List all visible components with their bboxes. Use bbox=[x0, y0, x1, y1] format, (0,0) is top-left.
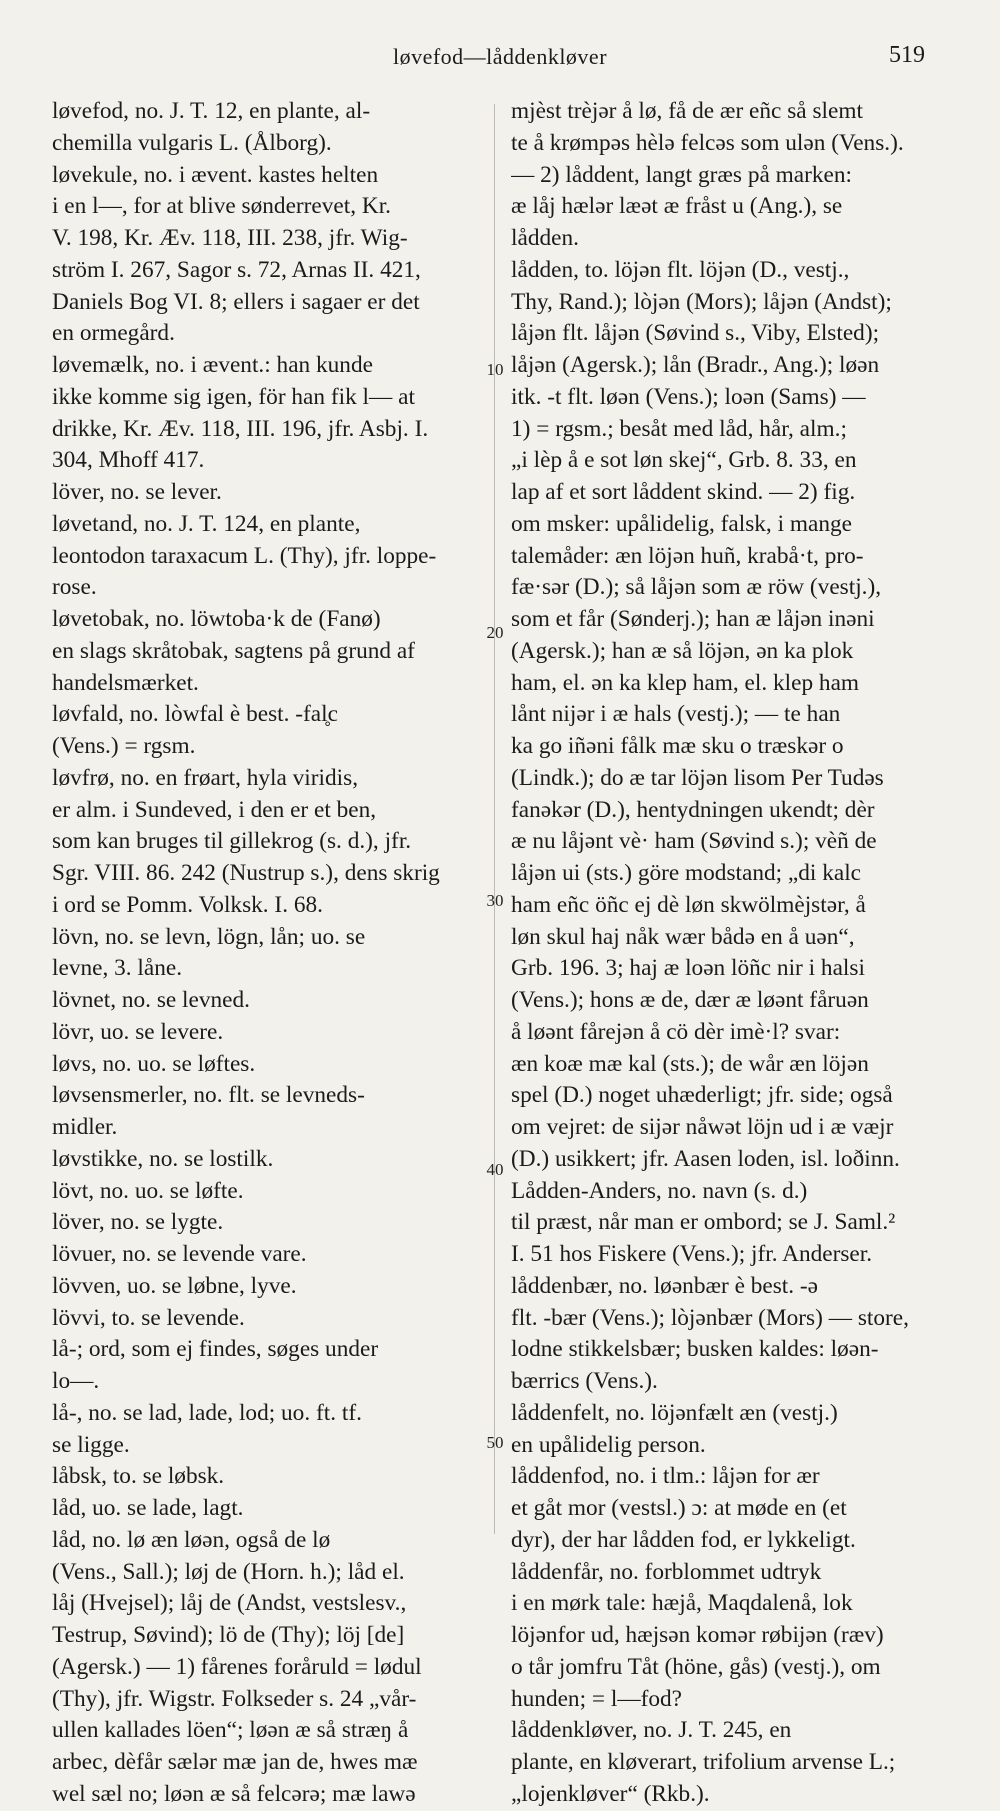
text-line: Lådden-Anders, no. navn (s. d.) bbox=[511, 1177, 808, 1204]
text-line: handelsmærket. bbox=[52, 669, 199, 696]
text-line: wel sæl no; løən æ så felcərə; mæ lawə bbox=[52, 1780, 416, 1807]
text-line: 304, Mhoff 417. bbox=[52, 447, 205, 474]
text-line: en ormegård. bbox=[52, 320, 175, 347]
text-line: mjèst trèjər å lø, få de ær eñc så slemt bbox=[511, 98, 863, 124]
text-line: låd, uo. se lade, lagt. bbox=[52, 1495, 244, 1521]
text-line: drikke, Kr. Æv. 118, III. 196, jfr. Asbj. I. bbox=[52, 415, 429, 442]
text-line: lap af et sort låddent skind. — 2) fig. bbox=[511, 479, 856, 505]
text-line: låjən flt. låjən (Søvind s., Viby, Elsted); bbox=[511, 320, 880, 347]
text-line: (Vens., Sall.); løj de (Horn. h.); låd el. bbox=[52, 1558, 405, 1585]
text-line: lo—. bbox=[52, 1368, 100, 1394]
text-line: løvfald, no. lòwfal è best. -fal̥c bbox=[52, 701, 338, 728]
text-line: se ligge. bbox=[52, 1431, 130, 1458]
text-line: ikke komme sig igen, för han fik l— at bbox=[52, 383, 415, 410]
text-line: rose. bbox=[52, 574, 97, 601]
text-line: te å krømpəs hèlə felcəs som ulən (Vens.). bbox=[511, 129, 904, 156]
text-line: talemåder: æn löjən huñ, krabå·t, pro- bbox=[511, 542, 864, 569]
text-line: løvekule, no. i ævent. kastes helten bbox=[52, 161, 379, 188]
text-line: løvstikke, no. se lostilk. bbox=[52, 1145, 274, 1172]
text-line: er alm. i Sundeved, i den er et ben, bbox=[52, 796, 377, 823]
text-line: løn skul haj nåk wær bådə en å uən“, bbox=[511, 923, 855, 950]
text-line: o tår jomfru Tåt (höne, gås) (vestj.), om bbox=[511, 1653, 881, 1680]
text-line: et gåt mor (vestsl.) ɔ: at møde en (et bbox=[511, 1495, 847, 1521]
text-line: låddenfår, no. forblommet udtryk bbox=[511, 1558, 822, 1585]
text-line: flt. -bær (Vens.); lòjənbær (Mors) — store, bbox=[511, 1304, 909, 1331]
text-line: låj (Hvejsel); låj de (Andst, vestslesv., bbox=[52, 1590, 407, 1617]
text-line: løvsensmerler, no. flt. se levneds- bbox=[52, 1082, 365, 1109]
text-line: æn koæ mæ kal (sts.); de wår æn löjən bbox=[511, 1050, 869, 1077]
text-line: i ord se Pomm. Volksk. I. 68. bbox=[52, 891, 323, 918]
text-line: (Agersk.) — 1) fårenes foråruld = lødul bbox=[52, 1653, 422, 1680]
text-line: lådden. bbox=[511, 225, 579, 251]
text-line: om vejret: de sijər nåwət löjn ud i æ væjr bbox=[511, 1114, 894, 1140]
text-line: midler. bbox=[52, 1114, 118, 1140]
text-line: låddenbær, no. løənbær è best. -ə bbox=[511, 1272, 819, 1299]
text-line: løvs, no. uo. se løftes. bbox=[52, 1050, 256, 1077]
text-line: 1) = rgsm.; besåt med låd, hår, alm.; bbox=[511, 415, 847, 442]
text-line: ham eñc öñc ej dè løn skwölmèjstər, å bbox=[511, 891, 866, 918]
text-line: låjən ui (sts.) göre modstand; „di kalc bbox=[511, 860, 862, 886]
text-line: hunden; = l—fod? bbox=[511, 1685, 683, 1712]
text-line: (Thy), jfr. Wigstr. Folkseder s. 24 „vår- bbox=[52, 1685, 417, 1712]
line-number: 10 bbox=[486, 360, 504, 379]
text-line: „i lèp å e sot løn skej“, Grb. 8. 33, en bbox=[511, 447, 857, 474]
text-line: løvemælk, no. i ævent.: han kunde bbox=[52, 352, 373, 378]
left-column bbox=[52, 96, 480, 1811]
text-line: (Lindk.); do æ tar löjən lisom Per Tudəs bbox=[511, 764, 884, 791]
text-line: låddenfelt, no. löjənfælt æn (vestj.) bbox=[511, 1399, 838, 1426]
text-line: æ nu låjənt vè· ham (Søvind s.); vèñ de bbox=[511, 828, 877, 855]
text-line: löver, no. se lygte. bbox=[52, 1209, 224, 1236]
text-line: lå-; ord, som ej findes, søges under bbox=[52, 1336, 379, 1363]
text-line: arbec, dèfår sælər mæ jan de, hwes mæ bbox=[52, 1749, 418, 1775]
page-number: 519 bbox=[889, 42, 925, 68]
text-line: V. 198, Kr. Æv. 118, III. 238, jfr. Wig- bbox=[52, 225, 408, 251]
text-line: i en l—, for at blive sønderrevet, Kr. bbox=[52, 193, 391, 220]
text-line: æ låj hælər læət æ fråst u (Ang.), se bbox=[511, 193, 843, 220]
text-line: Grb. 196. 3; haj æ loən löñc nir i halsi bbox=[511, 955, 865, 982]
text-line: itk. -t flt. løən (Vens.); loən (Sams) — bbox=[511, 383, 866, 410]
page-header bbox=[0, 38, 1000, 78]
text-line: lå-, no. se lad, lade, lod; uo. ft. tf. bbox=[52, 1399, 362, 1426]
text-line: lövuer, no. se levende vare. bbox=[52, 1241, 307, 1267]
text-line: løvefod, no. J. T. 12, en plante, al- bbox=[52, 98, 371, 124]
text-line: lövr, uo. se levere. bbox=[52, 1018, 224, 1045]
text-line: å løənt fårejən å cö dèr imè·l? svar: bbox=[511, 1018, 841, 1045]
right-column bbox=[511, 96, 939, 1811]
text-line: som kan bruges til gillekrog (s. d.), jfr. bbox=[52, 828, 412, 855]
text-line: fæ·sər (D.); så låjən som æ röw (vestj.), bbox=[511, 574, 882, 601]
text-line: ham, el. ən ka klep ham, el. klep ham bbox=[511, 669, 860, 696]
text-line: lådden, to. löjən flt. löjən (D., vestj., bbox=[511, 256, 850, 283]
text-line: låddenkløver, no. J. T. 245, en bbox=[511, 1717, 792, 1744]
line-number: 30 bbox=[486, 891, 504, 910]
text-line: (Vens.) = rgsm. bbox=[52, 733, 196, 759]
text-line: löjənfor ud, hæjsən komər røbijən (ræv) bbox=[511, 1622, 884, 1648]
text-line: levne, 3. låne. bbox=[52, 955, 183, 982]
text-line: en slags skråtobak, sagtens på grund af bbox=[52, 637, 415, 664]
text-line: lövven, uo. se løbne, lyve. bbox=[52, 1272, 297, 1299]
text-line: (D.) usikkert; jfr. Aasen loden, isl. loðinn. bbox=[511, 1145, 900, 1172]
text-line: låddenfod, no. i tlm.: låjən for ær bbox=[511, 1463, 820, 1490]
text-line: lodne stikkelsbær; busken kaldes: løən- bbox=[511, 1336, 879, 1363]
text-line: Sgr. VIII. 86. 242 (Nustrup s.), dens skrig bbox=[52, 860, 440, 886]
text-line: Thy, Rand.); lòjən (Mors); låjən (Andst); bbox=[511, 288, 892, 315]
line-number: 20 bbox=[486, 623, 504, 642]
text-line: låjən (Agersk.); lån (Bradr., Ang.); løən bbox=[511, 352, 880, 378]
text-line: låbsk, to. se løbsk. bbox=[52, 1463, 225, 1490]
text-line: ka go iñəni fålk mæ sku o træskər o bbox=[511, 733, 844, 759]
text-line: chemilla vulgaris L. (Ålborg). bbox=[52, 129, 332, 156]
text-line: (Vens.); hons æ de, dær æ løənt fåruən bbox=[511, 987, 869, 1013]
text-line: leontodon taraxacum L. (Thy), jfr. loppe- bbox=[52, 542, 437, 569]
text-line: spel (D.) noget uhæderligt; jfr. side; også bbox=[511, 1082, 893, 1109]
text-line: løvetobak, no. löwtoba·k de (Fanø) bbox=[52, 606, 381, 632]
text-line: (Agersk.); han æ så löjən, ən ka plok bbox=[511, 637, 854, 664]
text-line: plante, en kløverart, trifolium arvense L.; bbox=[511, 1749, 896, 1775]
text-line: dyr), der har lådden fod, er lykkeligt. bbox=[511, 1526, 856, 1553]
line-number: 40 bbox=[486, 1160, 504, 1179]
text-line: lövt, no. uo. se løfte. bbox=[52, 1177, 244, 1204]
text-line: lövnet, no. se levned. bbox=[52, 987, 250, 1013]
text-line: bærrics (Vens.). bbox=[511, 1368, 658, 1394]
text-line: lövn, no. se levn, lögn, lån; uo. se bbox=[52, 923, 366, 950]
text-line: løvetand, no. J. T. 124, en plante, bbox=[52, 510, 361, 537]
running-head: løvefod—låddenkløver bbox=[392, 44, 608, 69]
line-number: 50 bbox=[486, 1433, 504, 1452]
text-line: löver, no. se lever. bbox=[52, 479, 222, 505]
text-line: ström I. 267, Sagor s. 72, Arnas II. 421, bbox=[52, 256, 421, 283]
text-line: Daniels Bog VI. 8; ellers i sagaer er det bbox=[52, 288, 420, 315]
text-line: lövvi, to. se levende. bbox=[52, 1304, 245, 1331]
text-line: ullen kallades löen“; løən æ så stræŋ å bbox=[52, 1717, 409, 1744]
text-line: en upålidelig person. bbox=[511, 1431, 706, 1458]
text-line: „lojenkløver“ (Rkb.). bbox=[511, 1780, 710, 1807]
text-line: lånt nijər i æ hals (vestj.); — te han bbox=[511, 701, 841, 728]
text-line: I. 51 hos Fiskere (Vens.); jfr. Anderser. bbox=[511, 1241, 873, 1267]
text-line: Testrup, Søvind); lö de (Thy); löj [de] bbox=[52, 1622, 405, 1648]
text-line: til præst, når man er ombord; se J. Saml.² bbox=[511, 1209, 896, 1236]
text-line: låd, no. lø æn løən, også de lø bbox=[52, 1526, 331, 1553]
text-line: som et får (Sønderj.); han æ låjən inəni bbox=[511, 606, 875, 632]
text-line: fanəkər (D.), hentydningen ukendt; dèr bbox=[511, 796, 875, 823]
text-line: — 2) låddent, langt græs på marken: bbox=[511, 161, 852, 188]
text-line: løvfrø, no. en frøart, hyla viridis, bbox=[52, 764, 359, 791]
column-divider bbox=[494, 104, 495, 1534]
text-line: i en mørk tale: hæjå, Maqdalenå, lok bbox=[511, 1590, 853, 1617]
text-line: om msker: upålidelig, falsk, i mange bbox=[511, 510, 852, 537]
